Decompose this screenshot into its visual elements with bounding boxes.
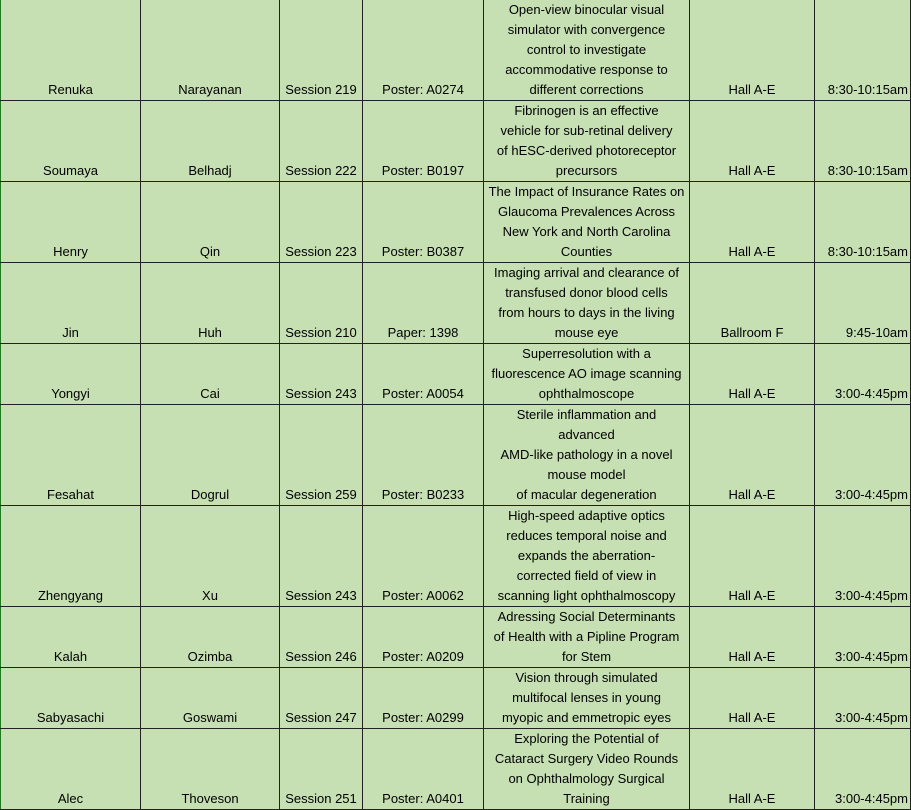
spreadsheet-body <box>1 0 911 810</box>
abstract-title-line: of Health with a Pipline Program <box>493 629 680 644</box>
abstract-title-line: ophthalmoscope <box>538 386 635 401</box>
last-name-cell[interactable]: Huh <box>141 263 280 344</box>
session-cell[interactable]: Session 222 <box>280 101 363 182</box>
first-name-cell[interactable]: Zhengyang <box>1 506 141 607</box>
abstract-title-cell[interactable] <box>484 263 690 344</box>
location-cell[interactable]: Hall A-E <box>690 405 815 506</box>
abstract-title-line: accommodative response to <box>505 62 668 77</box>
abstract-title-line: mouse model <box>547 467 626 482</box>
abstract-title-line: reduces temporal noise and <box>506 528 667 543</box>
last-name-cell[interactable]: Goswami <box>141 668 280 729</box>
first-name-cell[interactable]: Renuka <box>1 0 141 101</box>
presentation-cell[interactable]: Poster: B0387 <box>363 182 484 263</box>
abstract-title-line: corrected field of view in <box>516 568 657 583</box>
location-cell[interactable]: Hall A-E <box>690 101 815 182</box>
abstract-title-cell[interactable] <box>484 607 690 668</box>
abstract-title-line: Counties <box>560 244 613 259</box>
location-cell[interactable]: Hall A-E <box>690 344 815 405</box>
session-cell[interactable]: Session 223 <box>280 182 363 263</box>
first-name-cell[interactable]: Kalah <box>1 607 141 668</box>
table-row <box>1 263 911 344</box>
table-row <box>1 729 911 810</box>
abstract-title-line: of hESC-derived photoreceptor <box>496 143 677 158</box>
session-cell[interactable]: Session 247 <box>280 668 363 729</box>
last-name-cell[interactable]: Thoveson <box>141 729 280 810</box>
time-cell[interactable]: 8:30-10:15am <box>815 101 911 182</box>
time-cell[interactable]: 3:00-4:45pm <box>815 506 911 607</box>
session-cell[interactable]: Session 219 <box>280 0 363 101</box>
abstract-title-line: Superresolution with a <box>522 346 651 361</box>
time-cell[interactable]: 3:00-4:45pm <box>815 668 911 729</box>
last-name-cell[interactable]: Ozimba <box>141 607 280 668</box>
session-cell[interactable]: Session 246 <box>280 607 363 668</box>
presentation-cell[interactable]: Poster: B0233 <box>363 405 484 506</box>
abstract-title-line: fluorescence AO image scanning <box>491 366 682 381</box>
first-name-cell[interactable]: Fesahat <box>1 405 141 506</box>
time-cell[interactable]: 3:00-4:45pm <box>815 405 911 506</box>
table-row <box>1 0 911 101</box>
abstract-title-cell[interactable] <box>484 729 690 810</box>
abstract-title-line: Sterile inflammation and <box>516 407 657 422</box>
time-cell[interactable]: 3:00-4:45pm <box>815 344 911 405</box>
abstract-title-line: advanced <box>558 427 615 442</box>
abstract-title-line: Adressing Social Determinants <box>497 609 676 624</box>
abstract-title-line: on Ophthalmology Surgical <box>508 771 665 786</box>
abstract-title-line: High-speed adaptive optics <box>508 508 665 523</box>
presentation-cell[interactable]: Paper: 1398 <box>363 263 484 344</box>
time-cell[interactable]: 8:30-10:15am <box>815 0 911 101</box>
abstract-title-line: myopic and emmetropic eyes <box>501 710 672 725</box>
session-cell[interactable]: Session 259 <box>280 405 363 506</box>
presentation-cell[interactable]: Poster: A0062 <box>363 506 484 607</box>
abstract-title-line: Training <box>563 791 610 806</box>
abstract-title-line: The Impact of Insurance Rates on <box>488 184 685 199</box>
presentation-cell[interactable]: Poster: A0401 <box>363 729 484 810</box>
table-row <box>1 101 911 182</box>
abstract-title-line: AMD-like pathology in a novel <box>500 447 673 462</box>
table-row <box>1 182 911 263</box>
first-name-cell[interactable]: Jin <box>1 263 141 344</box>
abstract-title-line: Fibrinogen is an effective <box>514 103 659 118</box>
location-cell[interactable]: Hall A-E <box>690 607 815 668</box>
abstract-title-line: multifocal lenses in young <box>512 690 661 705</box>
table-row <box>1 506 911 607</box>
abstract-title-line: Vision through simulated <box>515 670 658 685</box>
abstract-title-line: Imaging arrival and clearance of <box>494 265 679 280</box>
first-name-cell[interactable]: Yongyi <box>1 344 141 405</box>
abstract-title-line: Exploring the Potential of <box>514 731 659 746</box>
time-cell[interactable]: 3:00-4:45pm <box>815 729 911 810</box>
first-name-cell[interactable]: Sabyasachi <box>1 668 141 729</box>
abstract-title-line: Open-view binocular visual <box>508 2 665 17</box>
location-cell[interactable]: Hall A-E <box>690 729 815 810</box>
location-cell[interactable]: Hall A-E <box>690 506 815 607</box>
presentation-cell[interactable]: Poster: A0054 <box>363 344 484 405</box>
abstract-title-cell[interactable] <box>484 101 690 182</box>
last-name-cell[interactable]: Xu <box>141 506 280 607</box>
abstract-title-cell[interactable] <box>484 506 690 607</box>
table-row <box>1 405 911 506</box>
last-name-cell[interactable]: Narayanan <box>141 0 280 101</box>
location-cell[interactable]: Hall A-E <box>690 182 815 263</box>
abstract-title-line: scanning light ophthalmoscopy <box>497 588 676 603</box>
first-name-cell[interactable]: Henry <box>1 182 141 263</box>
table-row <box>1 607 911 668</box>
presentation-cell[interactable]: Poster: B0197 <box>363 101 484 182</box>
location-cell[interactable]: Ballroom F <box>690 263 815 344</box>
abstract-title-line: mouse eye <box>554 325 619 340</box>
table-row <box>1 344 911 405</box>
time-cell[interactable]: 8:30-10:15am <box>815 182 911 263</box>
abstract-title-line: Glaucoma Prevalences Across <box>497 204 676 219</box>
location-cell[interactable]: Hall A-E <box>690 0 815 101</box>
first-name-cell[interactable]: Soumaya <box>1 101 141 182</box>
abstract-title-line: Cataract Surgery Video Rounds <box>494 751 679 766</box>
first-name-cell[interactable]: Alec <box>1 729 141 810</box>
abstract-title-line: from hours to days in the living <box>498 305 675 320</box>
abstract-title-line: precursors <box>555 163 618 178</box>
last-name-cell[interactable]: Qin <box>141 182 280 263</box>
location-cell[interactable]: Hall A-E <box>690 668 815 729</box>
session-cell[interactable]: Session 210 <box>280 263 363 344</box>
presentation-cell[interactable]: Poster: A0299 <box>363 668 484 729</box>
last-name-cell[interactable]: Belhadj <box>141 101 280 182</box>
presentation-cell[interactable]: Poster: A0209 <box>363 607 484 668</box>
abstract-title-line: New York and North Carolina <box>502 224 671 239</box>
abstract-title-line: transfused donor blood cells <box>505 285 668 300</box>
time-cell[interactable]: 3:00-4:45pm <box>815 607 911 668</box>
session-cell[interactable]: Session 243 <box>280 506 363 607</box>
last-name-cell[interactable]: Cai <box>141 344 280 405</box>
abstract-title-line: for Stem <box>561 649 612 664</box>
abstract-title-cell[interactable] <box>484 182 690 263</box>
abstract-title-cell[interactable] <box>484 344 690 405</box>
abstract-title-line: vehicle for sub-retinal delivery <box>500 123 673 138</box>
session-cell[interactable]: Session 251 <box>280 729 363 810</box>
session-cell[interactable]: Session 243 <box>280 344 363 405</box>
abstract-title-line: expands the aberration- <box>517 548 656 563</box>
abstract-title-cell[interactable] <box>484 0 690 101</box>
last-name-cell[interactable]: Dogrul <box>141 405 280 506</box>
time-cell[interactable]: 9:45-10am <box>815 263 911 344</box>
abstract-title-line: control to investigate <box>526 42 647 57</box>
abstract-title-line: simulator with convergence <box>507 22 666 37</box>
presentation-cell[interactable]: Poster: A0274 <box>363 0 484 101</box>
abstract-title-cell[interactable] <box>484 668 690 729</box>
abstract-title-cell[interactable] <box>484 405 690 506</box>
abstract-title-line: of macular degeneration <box>516 487 657 502</box>
table-row <box>1 668 911 729</box>
abstract-title-line: different corrections <box>529 82 644 97</box>
